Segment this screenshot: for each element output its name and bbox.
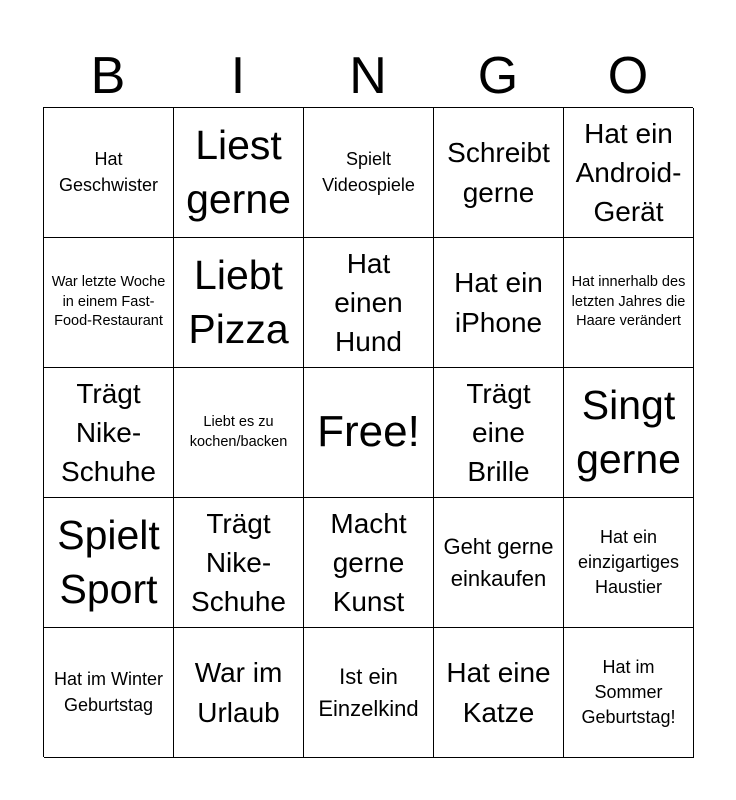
bingo-board (43, 107, 693, 757)
bingo-cell-r1-c1[interactable] (44, 108, 174, 238)
bingo-cell-r2-c5[interactable] (564, 238, 694, 368)
bingo-cell-r2-c4[interactable] (434, 238, 564, 368)
bingo-cell-r3-c1[interactable] (44, 368, 174, 498)
header-letter-b: B (90, 47, 126, 105)
cell-text: Hat ein Android-Gerät (575, 117, 682, 228)
bingo-cell-r1-c4[interactable] (434, 108, 564, 238)
bingo-cell-r4-c1[interactable] (44, 498, 174, 628)
header-letter-i: I (230, 47, 246, 105)
bingo-cell-r5-c4[interactable] (434, 628, 564, 758)
cell-text: War letzte Woche in einem Fast-Food-Restaurant (51, 274, 166, 330)
bingo-cell-r4-c5[interactable] (564, 498, 694, 628)
cell-text: Hat ein einzigartiges Haustier (577, 526, 680, 598)
cell-text: War im Urlaub (194, 657, 283, 728)
cell-text: Spielt Videospiele (322, 149, 415, 195)
cell-text: Liebt es zu kochen/backen (189, 413, 288, 450)
bingo-cell-r5-c1[interactable] (44, 628, 174, 758)
cell-text: Macht gerne Kunst (330, 507, 407, 618)
bingo-cell-r3-c5[interactable] (564, 368, 694, 498)
bingo-cell-free[interactable] (304, 368, 434, 498)
cell-text: Hat einen Hund (334, 247, 403, 358)
bingo-cell-r4-c2[interactable] (174, 498, 304, 628)
cell-text: Trägt Nike-Schuhe (191, 507, 286, 618)
cell-text: Hat eine Katze (446, 657, 551, 728)
cell-text: Trägt eine Brille (466, 377, 531, 488)
bingo-cell-r5-c5[interactable] (564, 628, 694, 758)
bingo-cell-r3-c4[interactable] (434, 368, 564, 498)
bingo-cell-r3-c2[interactable] (174, 368, 304, 498)
bingo-cell-r5-c2[interactable] (174, 628, 304, 758)
cell-text: Schreibt gerne (447, 137, 550, 208)
bingo-cell-r4-c4[interactable] (434, 498, 564, 628)
header-letter-g: G (477, 47, 519, 105)
bingo-cell-r2-c2[interactable] (174, 238, 304, 368)
bingo-header (43, 44, 693, 108)
cell-text: Spielt Sport (57, 512, 160, 612)
cell-text: Hat im Sommer Geburtstag! (581, 656, 676, 728)
header-letter-o: O (607, 47, 649, 105)
bingo-cell-r4-c3[interactable] (304, 498, 434, 628)
cell-text: Geht gerne einkaufen (443, 533, 554, 591)
cell-text: Hat ein iPhone (454, 267, 543, 338)
bingo-cell-r2-c1[interactable] (44, 238, 174, 368)
cell-text: Ist ein Einzelkind (318, 663, 419, 721)
cell-text: Liest gerne (186, 122, 291, 222)
cell-text: Liebt Pizza (188, 252, 289, 352)
bingo-cell-r1-c3[interactable] (304, 108, 434, 238)
cell-text: Singt gerne (576, 382, 681, 482)
bingo-cell-r2-c3[interactable] (304, 238, 434, 368)
cell-text: Hat im Winter Geburtstag (53, 669, 163, 715)
cell-text: Hat innerhalb des letzten Jahres die Haare verändert (571, 274, 686, 330)
bingo-cell-r5-c3[interactable] (304, 628, 434, 758)
cell-text: Hat Geschwister (58, 149, 159, 195)
bingo-cell-r1-c5[interactable] (564, 108, 694, 238)
header-letter-n: N (349, 47, 387, 105)
free-space-text: Free! (317, 407, 420, 457)
bingo-cell-r1-c2[interactable] (174, 108, 304, 238)
cell-text: Trägt Nike-Schuhe (61, 377, 156, 488)
